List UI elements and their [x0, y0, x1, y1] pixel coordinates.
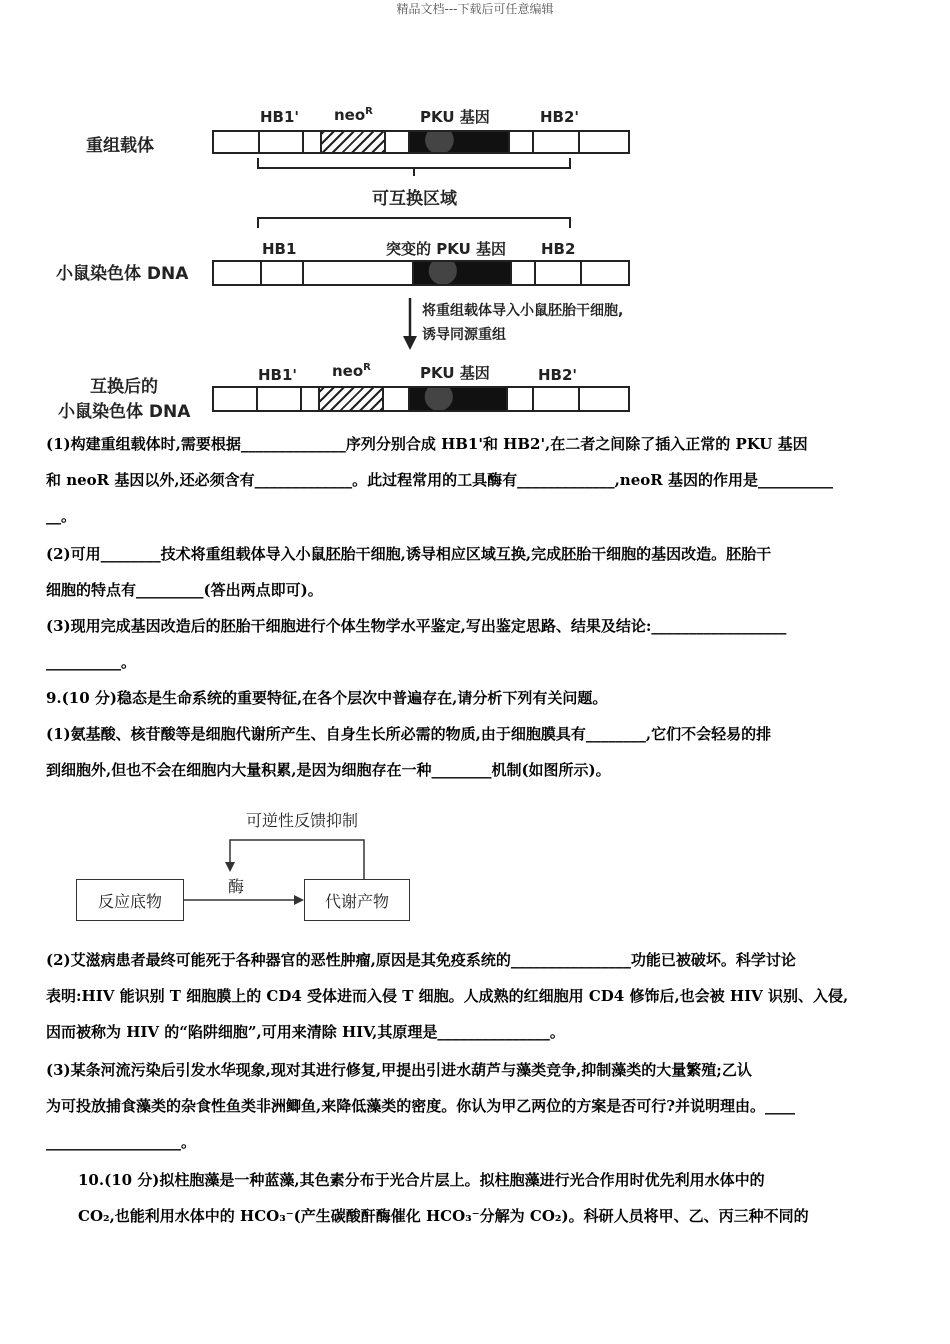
- hb2-label: HB2: [541, 240, 576, 258]
- down-arrow-icon: [400, 296, 420, 352]
- arrow-text-1: 将重组载体导入小鼠胚胎干细胞,: [422, 303, 624, 319]
- q9-p2-line1: (2)艾滋病患者最终可能死于各种器官的恶性肿瘤,原因是其免疫系统的________________功能已被破坏。科学讨论: [46, 951, 796, 969]
- mouse-dna-bar: [212, 260, 630, 286]
- hb1-prime-label: HB1': [260, 108, 300, 126]
- pku-gene-segment-2: [408, 388, 508, 410]
- neo-label: neo$^R$: [334, 106, 373, 124]
- enzyme-arrow: [184, 890, 306, 910]
- hb1-label: HB1: [262, 240, 297, 258]
- q9-p2-line2: 表明:HIV 能识别 T 细胞膜上的 CD4 受体进而入侵 T 细胞。人成熟的红细胞用 CD4 修饰后,也会被 HIV 识别、入侵,: [46, 987, 849, 1005]
- pku-gene-label-2: PKU 基因: [420, 364, 490, 382]
- q9-title: 9.(10 分)稳态是生命系统的重要特征,在各个层次中普遍存在,请分析下列有关问题。: [46, 689, 608, 707]
- q8-p1-line1: (1)构建重组载体时,需要根据______________序列分别合成 HB1'和 HB2',在二者之间除了插入正常的 PKU 基因: [46, 435, 808, 453]
- hb2-prime-label-2: HB2': [538, 366, 578, 384]
- q8-p3-line1: (3)现用完成基因改造后的胚胎干细胞进行个体生物学水平鉴定,写出鉴定思路、结果及结论:__________________: [46, 617, 787, 635]
- neo-segment: [320, 132, 386, 152]
- q9-p1-line2: 到细胞外,但也不会在细胞内大量积累,是因为细胞存在一种________机制(如图所示)。: [46, 761, 611, 779]
- enzyme-label: 酶: [228, 877, 245, 896]
- hb1-prime-segment-2: [256, 388, 302, 410]
- hb2-prime-segment-2: [532, 388, 580, 410]
- q8-part3: [46, 608, 902, 680]
- hb1-prime-label-2: HB1': [258, 366, 298, 384]
- q8-p3-line2: __________。: [46, 653, 137, 671]
- q8-p2-line1: (2)可用________技术将重组载体导入小鼠胚胎干细胞,诱导相应区域互换,完成胚胎干细胞的基因改造。胚胎干: [46, 545, 772, 563]
- neo-segment-2: [318, 388, 384, 410]
- recombinant-vector-label: 重组载体: [86, 136, 154, 156]
- q8-p2-line2: 细胞的特点有_________(答出两点即可)。: [46, 581, 323, 599]
- mutant-pku-segment: [412, 262, 512, 284]
- product-box: 代谢产物: [304, 879, 410, 921]
- q9-p3-line2: 为可投放捕食藻类的杂食性鱼类非洲鲫鱼,来降低藻类的密度。你认为甲乙两位的方案是否可行?并说明理由。____: [46, 1097, 796, 1115]
- arrow-text-2: 诱导同源重组: [422, 327, 506, 343]
- q9-p3-line1: (3)某条河流污染后引发水华现象,现对其进行修复,甲提出引进水葫芦与藻类竞争,抑制藻类的大量繁殖;乙认: [46, 1061, 752, 1079]
- recombinant-vector-bar: [212, 130, 630, 154]
- q8-p1-line2: 和 neoR 基因以外,还必须含有_____________。此过程常用的工具酶有_____________,neoR 基因的作用是__________: [46, 471, 833, 489]
- hb1-prime-segment: [258, 132, 304, 152]
- mutant-pku-label: 突变的 PKU 基因: [386, 240, 506, 258]
- hb2-segment: [534, 262, 582, 284]
- hb2-prime-label: HB2': [540, 108, 580, 126]
- q9-p2-line3: 因而被称为 HIV 的“陷阱细胞”,可用来清除 HIV,其原理是_______________。: [46, 1023, 565, 1041]
- pku-gene-label: PKU 基因: [420, 108, 490, 126]
- q8-part2: [46, 536, 902, 608]
- hb2-prime-segment: [532, 132, 580, 152]
- exchange-region-label: 可互换区域: [372, 189, 457, 209]
- q8-part1: [46, 426, 902, 534]
- substrate-box: 反应底物: [76, 879, 184, 921]
- q9-part3: [46, 1052, 902, 1160]
- neo-label-2: neo$^R$: [332, 362, 371, 380]
- q9-part2: [46, 942, 902, 1050]
- page-header: 精品文档---下载后可任意编辑: [396, 2, 554, 16]
- exchanged-dna-bar: [212, 386, 630, 412]
- hb1-segment: [260, 262, 304, 284]
- q10-block: [78, 1162, 908, 1234]
- q8-p1-line3: __。: [46, 507, 77, 525]
- exchanged-dna-label-2: 小鼠染色体 DNA: [58, 402, 191, 422]
- feedback-label: 可逆性反馈抑制: [246, 811, 359, 830]
- mouse-dna-label: 小鼠染色体 DNA: [56, 264, 189, 284]
- pku-gene-segment: [408, 132, 510, 152]
- q9-block: [46, 680, 902, 788]
- q10-line2: CO₂,也能利用水体中的 HCO₃⁻(产生碳酸酐酶催化 HCO₃⁻分解为 CO₂)。科研人员将甲、乙、丙三种不同的: [78, 1207, 809, 1225]
- q10-line1: 10.(10 分)拟柱胞藻是一种蓝藻,其色素分布于光合片层上。拟柱胞藻进行光合作用时优先利用水体中的: [78, 1171, 765, 1189]
- q9-p1-line1: (1)氨基酸、核苷酸等是细胞代谢所产生、自身生长所必需的物质,由于细胞膜具有________,它们不会轻易的排: [46, 725, 772, 743]
- exchanged-dna-label-1: 互换后的: [90, 377, 158, 397]
- q9-p3-line3: __________________。: [46, 1133, 197, 1151]
